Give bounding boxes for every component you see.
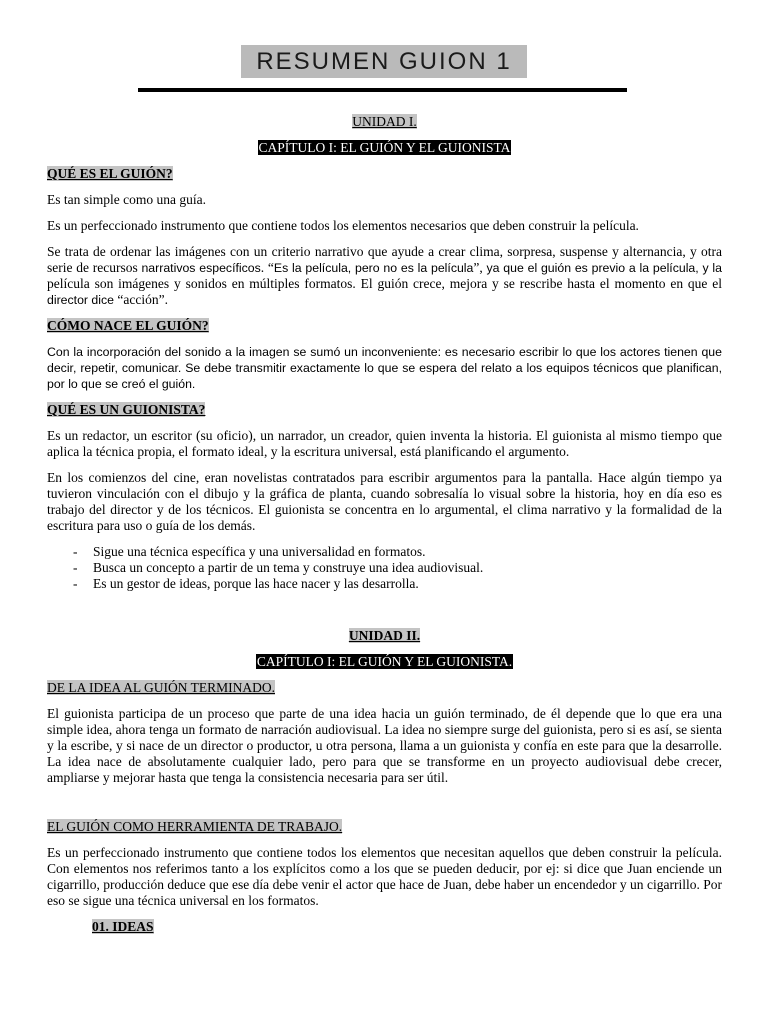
text-segment: ”, (473, 260, 487, 275)
heading-what-is-writer-line (47, 402, 722, 418)
paragraph-mixed (47, 244, 722, 308)
paragraph: Con la incorporación del sonido a la imagen se sumó un inconveniente: es necesario escribir lo que los actores tienen que decir, repetir, comunicar. Se debe transmitir exactamente lo que se espera del relato a los equipos técnicos que planifican, por lo que se creó el guión. (47, 345, 722, 391)
unit1-chapter-line (47, 140, 722, 156)
blank-line (47, 796, 722, 809)
heading-ideas: 01. IDEAS (92, 919, 154, 934)
paragraph: El guionista participa de un proceso que parte de una idea hacia un guión terminado, de él depende que lo que era una simple idea, ahora tenga un formato de narración audiovisual. La idea no siempre surge del guionista, pero si es así, se sienta y la escribe, y si nace de un director o productor, u otra persona, llama a un guionista y confía en este para que la desarrolle. La idea nace de absolutamente cualquier lado, pero para que se transforme en un proyecto audiovisual debe crecer, ampliarse y mejorar hasta que tenga la consistencia necesaria para ser útil. (47, 706, 722, 785)
text-segment: película son imágenes y sonidos en múltiples formatos. El guión crece, mejora y se rescribe hasta el momento en que el (47, 276, 722, 291)
paragraph: En los comienzos del cine, eran novelistas contratados para escribir argumentos para la pantalla. Hace algún tiempo ya tuvieron vinculación con el dibujo y la gráfica de planta, cuando sobresalía lo visual sobre la historia, hoy en día eso es trabajo del director y de los técnicos. El guionista se concentra en lo argumental, el clima narrativo y la formalidad de la escritura para uso o guía de los demás. (47, 470, 722, 533)
unit1-label: UNIDAD I. (352, 114, 417, 129)
text-segment: . “ (260, 260, 274, 275)
unit2-label-line (47, 628, 722, 644)
heading-how-script-born: CÓMO NACE EL GUIÓN? (47, 318, 209, 333)
quote-segment: Es la película, pero no es la película (273, 261, 474, 275)
heading-script-as-tool-line (47, 819, 722, 835)
writer-traits-list (47, 544, 722, 592)
text-segment: narrativos específicos (141, 261, 261, 275)
list-item (47, 560, 722, 576)
title-area (0, 45, 768, 78)
unit2-chapter-line (47, 654, 722, 670)
list-item (47, 544, 722, 560)
text-segment: Se trata de ordenar las imágenes con un criterio narrativo que ayude a crear clima, sorpresa, suspense y alternancia, y otra serie de recursos (47, 244, 722, 275)
unit1-chapter-title: CAPÍTULO I: EL GUIÓN Y EL GUIONISTA (258, 140, 511, 155)
document-title: RESUMEN GUION 1 (241, 45, 526, 78)
text-segment: “acción”. (113, 292, 168, 307)
heading-what-is-script: QUÉ ES EL GUIÓN? (47, 166, 173, 181)
unit2-chapter-title: CAPÍTULO I: EL GUIÓN Y EL GUIONISTA. (256, 654, 513, 669)
list-bullet: - (73, 576, 78, 591)
heading-script-as-tool: EL GUIÓN COMO HERRAMIENTA DE TRABAJO. (47, 819, 343, 834)
document-body (47, 114, 722, 945)
list-item-text: Es un gestor de ideas, porque las hace nacer y las desarrolla. (93, 576, 419, 591)
title-rule (138, 88, 627, 92)
list-item (47, 576, 722, 592)
list-item-text: Sigue una técnica específica y una universalidad en formatos. (93, 544, 426, 559)
paragraph: Es un redactor, un escritor (su oficio), un narrador, un creador, quien inventa la historia. El guionista al mismo tiempo que aplica la técnica propia, el formato ideal, y la escritura universal, está planificando el argumento. (47, 428, 722, 459)
list-bullet: - (73, 560, 78, 575)
heading-ideas-line (47, 919, 722, 935)
paragraph: Es tan simple como una guía. (47, 192, 206, 207)
heading-how-script-born-line (47, 318, 722, 334)
heading-idea-to-script-line (47, 680, 722, 696)
paragraph: Es un perfeccionado instrumento que contiene todos los elementos que necesitan aquellos que deben construir la película. Con elementos nos referimos tanto a los explícitos como a los que se pueden deducir, por ej: si dice que Juan enciende un cigarrillo, producción deduce que ese día debe venir el actor que hace de Juan, debe haber un encendedor y un cigarrillo. Por eso se sigue una técnica universal en los formatos. (47, 845, 722, 908)
list-bullet: - (73, 544, 78, 559)
heading-idea-to-script: DE LA IDEA AL GUIÓN TERMINADO. (47, 680, 275, 695)
blank-line (47, 602, 722, 618)
unit2-label: UNIDAD II. (348, 628, 421, 643)
unit1-label-line (47, 114, 722, 130)
heading-what-is-script-line (47, 166, 722, 182)
list-item-text: Busca un concepto a partir de un tema y construye una idea audiovisual. (93, 560, 484, 575)
text-segment: ya que el guión es previo a la película, y la (486, 261, 722, 275)
text-segment: director dice (47, 293, 114, 307)
heading-what-is-writer: QUÉ ES UN GUIONISTA? (47, 402, 206, 417)
paragraph: Es un perfeccionado instrumento que contiene todos los elementos necesarios que deben construir la película. (47, 218, 639, 233)
